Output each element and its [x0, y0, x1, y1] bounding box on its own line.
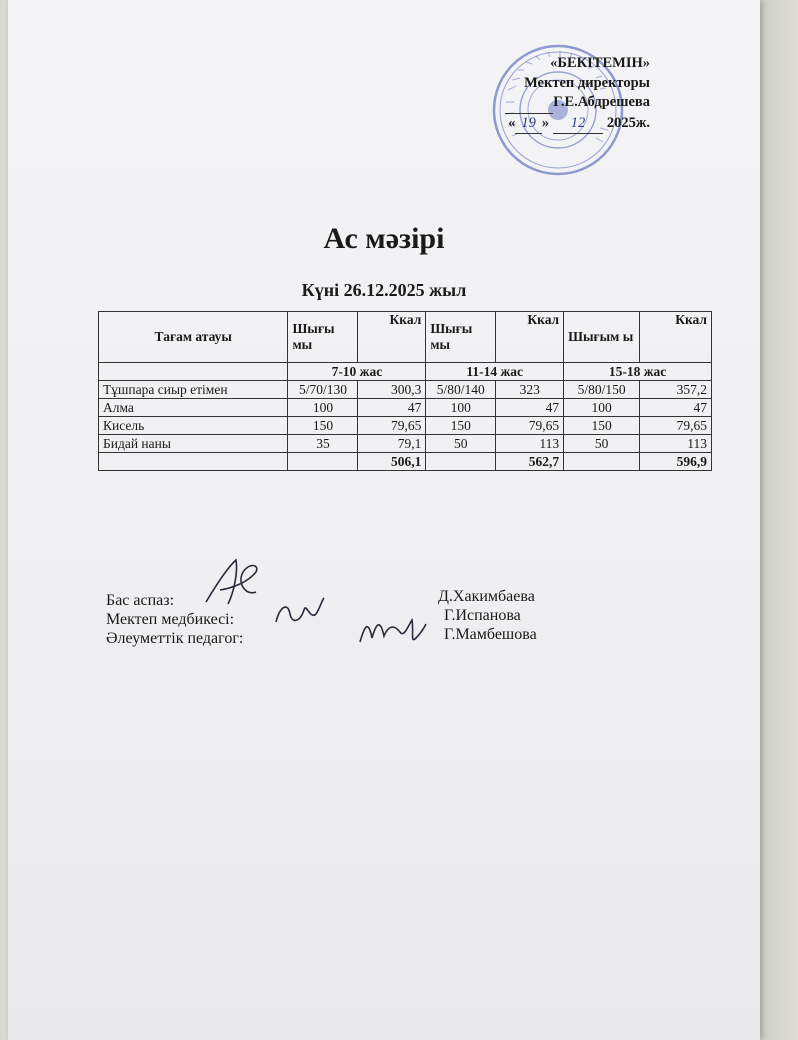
kcal-cell: 47	[358, 399, 426, 417]
portion-cell: 150	[288, 417, 358, 435]
dish-name: Тұшпара сиыр етімен	[99, 381, 288, 399]
table-row	[99, 399, 712, 417]
menu-table	[98, 311, 712, 471]
table-header-row	[99, 312, 712, 363]
kcal-cell: 357,2	[640, 381, 712, 399]
quote-close: »	[541, 114, 550, 131]
portion-cell: 50	[426, 435, 496, 453]
portion-cell: 50	[564, 435, 640, 453]
role-school-nurse: Мектеп медбикесі:	[106, 611, 235, 628]
portion-cell: 35	[288, 435, 358, 453]
age-group-row	[99, 363, 712, 381]
kcal-cell: 300,3	[358, 381, 426, 399]
head-cook-signature	[198, 552, 268, 612]
totals-row	[99, 453, 712, 471]
kcal-cell: 323	[496, 381, 564, 399]
approval-position: Мектеп директоры	[524, 74, 650, 91]
name-social-pedagogue: Г.Мамбешова	[444, 626, 537, 643]
name-head-cook: Д.Хакимбаева	[438, 588, 535, 605]
dish-name: Кисель	[99, 417, 288, 435]
portion-cell: 150	[426, 417, 496, 435]
name-school-nurse: Г.Испанова	[444, 607, 521, 624]
table-row	[99, 435, 712, 453]
total-kcal-3: 596,9	[640, 453, 712, 471]
total-kcal-2: 562,7	[496, 453, 564, 471]
approval-block	[505, 54, 650, 134]
background-desk	[760, 0, 798, 1040]
age-group-1: 7-10 жас	[288, 363, 426, 381]
director-signature-line	[505, 93, 553, 114]
table-row	[99, 417, 712, 435]
approval-heading: «БЕКІТЕМІН»	[550, 55, 650, 71]
portion-cell: 5/80/150	[564, 381, 640, 399]
role-head-cook: Бас аспаз:	[106, 592, 175, 609]
pedagogue-signature	[356, 608, 428, 650]
page-title: Ас мәзірі	[323, 222, 445, 255]
age-group-2: 11-14 жас	[426, 363, 564, 381]
quote-open: «	[508, 114, 516, 131]
kcal-cell: 113	[640, 435, 712, 453]
portion-cell: 150	[564, 417, 640, 435]
header-portion-3: Шығым ы	[564, 312, 640, 363]
portion-cell: 5/80/140	[426, 381, 496, 399]
portion-cell: 5/70/130	[288, 381, 358, 399]
total-kcal-1: 506,1	[358, 453, 426, 471]
kcal-cell: 79,65	[496, 417, 564, 435]
header-portion-1: Шығы мы	[288, 312, 358, 363]
kcal-cell: 47	[640, 399, 712, 417]
signature-names	[438, 587, 537, 644]
director-name: Г.Е.Абдрешева	[553, 94, 650, 110]
header-dish-name: Тағам атауы	[99, 312, 288, 363]
approval-date-line	[505, 114, 650, 135]
approval-month: 12	[553, 114, 604, 135]
document-page	[8, 0, 760, 1040]
kcal-cell: 113	[496, 435, 564, 453]
approval-director-line	[505, 93, 650, 114]
approval-year: 2025ж.	[606, 114, 650, 131]
portion-cell: 100	[288, 399, 358, 417]
portion-cell: 100	[564, 399, 640, 417]
kcal-cell: 47	[496, 399, 564, 417]
dish-name: Бидай наны	[99, 435, 288, 453]
kcal-cell: 79,65	[358, 417, 426, 435]
portion-cell: 100	[426, 399, 496, 417]
header-portion-2: Шығы мы	[426, 312, 496, 363]
age-group-3: 15-18 жас	[564, 363, 712, 381]
header-kcal-3: Ккал	[640, 312, 712, 363]
header-kcal-1: Ккал	[358, 312, 426, 363]
menu-date: Күні 26.12.2025 жыл	[301, 280, 467, 300]
nurse-signature	[270, 592, 330, 632]
role-social-pedagogue: Әлеуметтік педагог:	[106, 630, 244, 647]
kcal-cell: 79,1	[358, 435, 426, 453]
dish-name: Алма	[99, 399, 288, 417]
header-kcal-2: Ккал	[496, 312, 564, 363]
kcal-cell: 79,65	[640, 417, 712, 435]
table-row	[99, 381, 712, 399]
approval-day: 19	[515, 114, 542, 135]
